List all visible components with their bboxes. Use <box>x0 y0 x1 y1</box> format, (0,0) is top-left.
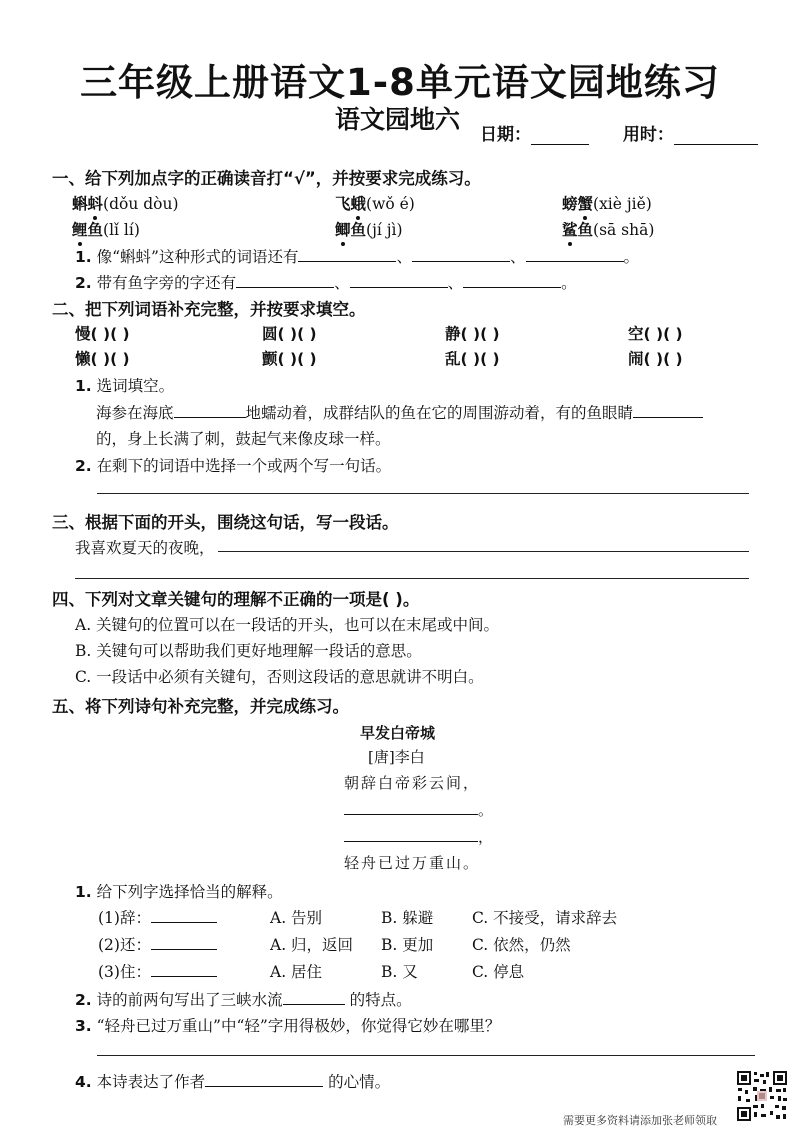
choice-1-label: (1)辞： <box>98 906 217 928</box>
choice-3-blank[interactable] <box>151 962 217 977</box>
s3-answer-line-2[interactable] <box>75 578 749 579</box>
section2-heading: 二、把下列词语补充完整，并按要求填空。 <box>52 300 366 319</box>
s1q1-blank-3[interactable] <box>526 247 624 262</box>
s4-option-b[interactable]: B. 关键句可以帮助我们更好地理解一段话的意思。 <box>75 642 422 660</box>
page-subtitle: 语文园地六 <box>335 105 461 134</box>
poem-author: [唐]李白 <box>368 748 425 766</box>
poem-line-4: 轻舟已过万重山。 <box>344 854 481 872</box>
s3-answer-line-1[interactable] <box>218 551 749 552</box>
s4-option-c[interactable]: C. 一段话中必须有关键句，否则这段话的意思就讲不明白。 <box>75 668 484 686</box>
date-time-bar <box>480 120 758 145</box>
word-fill-6[interactable]: 颤( )( ) <box>262 350 317 368</box>
section3-heading: 三、根据下面的开头，围绕这句话，写一段话。 <box>52 513 399 532</box>
word-fill-1[interactable]: 慢( )( ) <box>75 325 130 343</box>
choice-2-blank[interactable] <box>151 935 217 950</box>
section4-heading: 四、下列对文章关键句的理解不正确的一项是( )。 <box>52 590 420 609</box>
choice-2-a[interactable]: A. 归，返回 <box>270 936 354 954</box>
word-fill-3[interactable]: 静( )( ) <box>445 325 500 343</box>
pinyin-item-3: 螃蟹 (xiè jiě) <box>562 192 652 214</box>
s5-question-2: 2. 诗的前两句写出了三峡水流 的特点。 <box>75 991 412 1009</box>
choice-1-b[interactable]: B. 躲避 <box>381 909 434 927</box>
s1q1-blank-2[interactable] <box>412 247 510 262</box>
pinyin-item-1: 蝌蚪 (dǒu dòu) <box>72 192 179 214</box>
s2-question-1: 1. 选词填空。 <box>75 377 175 395</box>
s1q2-blank-1[interactable] <box>236 273 334 288</box>
poem-line-2: 。 <box>344 799 493 820</box>
s5q3-answer-line[interactable] <box>97 1055 755 1056</box>
page-title: 三年级上册语文1-8单元语文园地练习 <box>80 61 720 104</box>
choice-2-c[interactable]: C. 依然，仍然 <box>472 936 571 954</box>
choice-3-label: (3)住： <box>98 960 217 982</box>
s5-question-4: 4. 本诗表达了作者 的心情。 <box>75 1073 391 1091</box>
word-fill-2[interactable]: 圆( )( ) <box>262 325 317 343</box>
poem-line-1: 朝辞白帝彩云间， <box>344 774 481 792</box>
s1-question-1: 1. 像“蝌蚪”这种形式的词语还有 、 、 。 <box>75 248 640 266</box>
s2q1-sentence-line2: 的，身上长满了刺，鼓起气来像皮球一样。 <box>96 430 391 448</box>
qr-code-icon[interactable] <box>736 1070 788 1122</box>
s1-question-2: 2. 带有鱼字旁的字还有 、 、 。 <box>75 274 577 292</box>
word-fill-5[interactable]: 懒( )( ) <box>75 350 130 368</box>
poem-blank-1[interactable] <box>344 800 478 815</box>
choice-1-blank[interactable] <box>151 908 217 923</box>
s5-question-3: 3. “轻舟已过万重山”中“轻”字用得极妙，你觉得它妙在哪里？ <box>75 1017 501 1035</box>
date-blank[interactable] <box>531 128 589 145</box>
s2q1-blank-1[interactable] <box>174 403 246 418</box>
choice-2-label: (2)还： <box>98 933 217 955</box>
s1q2-blank-3[interactable] <box>463 273 561 288</box>
poem-line-3: ， <box>344 826 493 847</box>
s1q2-blank-2[interactable] <box>350 273 448 288</box>
s5q4-blank[interactable] <box>205 1072 323 1087</box>
poem-blank-2[interactable] <box>344 827 478 842</box>
s2-question-2: 2. 在剩下的词语中选择一个或两个写一句话。 <box>75 457 392 475</box>
footer-note: 需要更多资料请添加张老师领取 <box>563 1114 717 1127</box>
s5-question-1: 1. 给下列字选择恰当的解释。 <box>75 883 283 901</box>
word-fill-4[interactable]: 空( )( ) <box>628 325 683 343</box>
word-fill-8[interactable]: 闹( )( ) <box>628 350 683 368</box>
s3-start-text: 我喜欢夏天的夜晚， <box>75 539 215 557</box>
pinyin-item-4: 鲤鱼 (lǐ lí) <box>72 218 140 240</box>
pinyin-item-2: 飞蛾 (wǒ é) <box>335 192 415 214</box>
choice-3-a[interactable]: A. 居住 <box>270 963 323 981</box>
choice-2-b[interactable]: B. 更加 <box>381 936 434 954</box>
s4-option-a[interactable]: A. 关键句的位置可以在一段话的开头，也可以在末尾或中间。 <box>75 616 500 634</box>
word-fill-7[interactable]: 乱( )( ) <box>445 350 500 368</box>
pinyin-item-6: 鲨鱼 (sā shā) <box>562 218 654 240</box>
s1q1-blank-1[interactable] <box>298 247 396 262</box>
s2q2-answer-line[interactable] <box>97 493 749 494</box>
date-label: 日期： <box>480 125 531 145</box>
s5q2-blank[interactable] <box>283 990 345 1005</box>
choice-1-a[interactable]: A. 告别 <box>270 909 323 927</box>
choice-3-b[interactable]: B. 又 <box>381 963 418 981</box>
section5-heading: 五、将下列诗句补充完整，并完成练习。 <box>52 697 349 716</box>
s2q1-sentence-line1: 海参在海底 地蠕动着，成群结队的鱼在它的周围游动着，有的鱼眼睛 <box>96 401 703 423</box>
choice-3-c[interactable]: C. 停息 <box>472 963 525 981</box>
pinyin-item-5: 鲫鱼 (jí jì) <box>335 218 403 240</box>
s2q1-blank-2[interactable] <box>633 403 703 418</box>
poem-title: 早发白帝城 <box>360 724 436 742</box>
section1-heading: 一、给下列加点字的正确读音打“√”，并按要求完成练习。 <box>52 169 481 188</box>
time-label: 用时： <box>622 125 674 145</box>
choice-1-c[interactable]: C. 不接受，请求辞去 <box>472 909 618 927</box>
time-blank[interactable] <box>674 128 758 145</box>
